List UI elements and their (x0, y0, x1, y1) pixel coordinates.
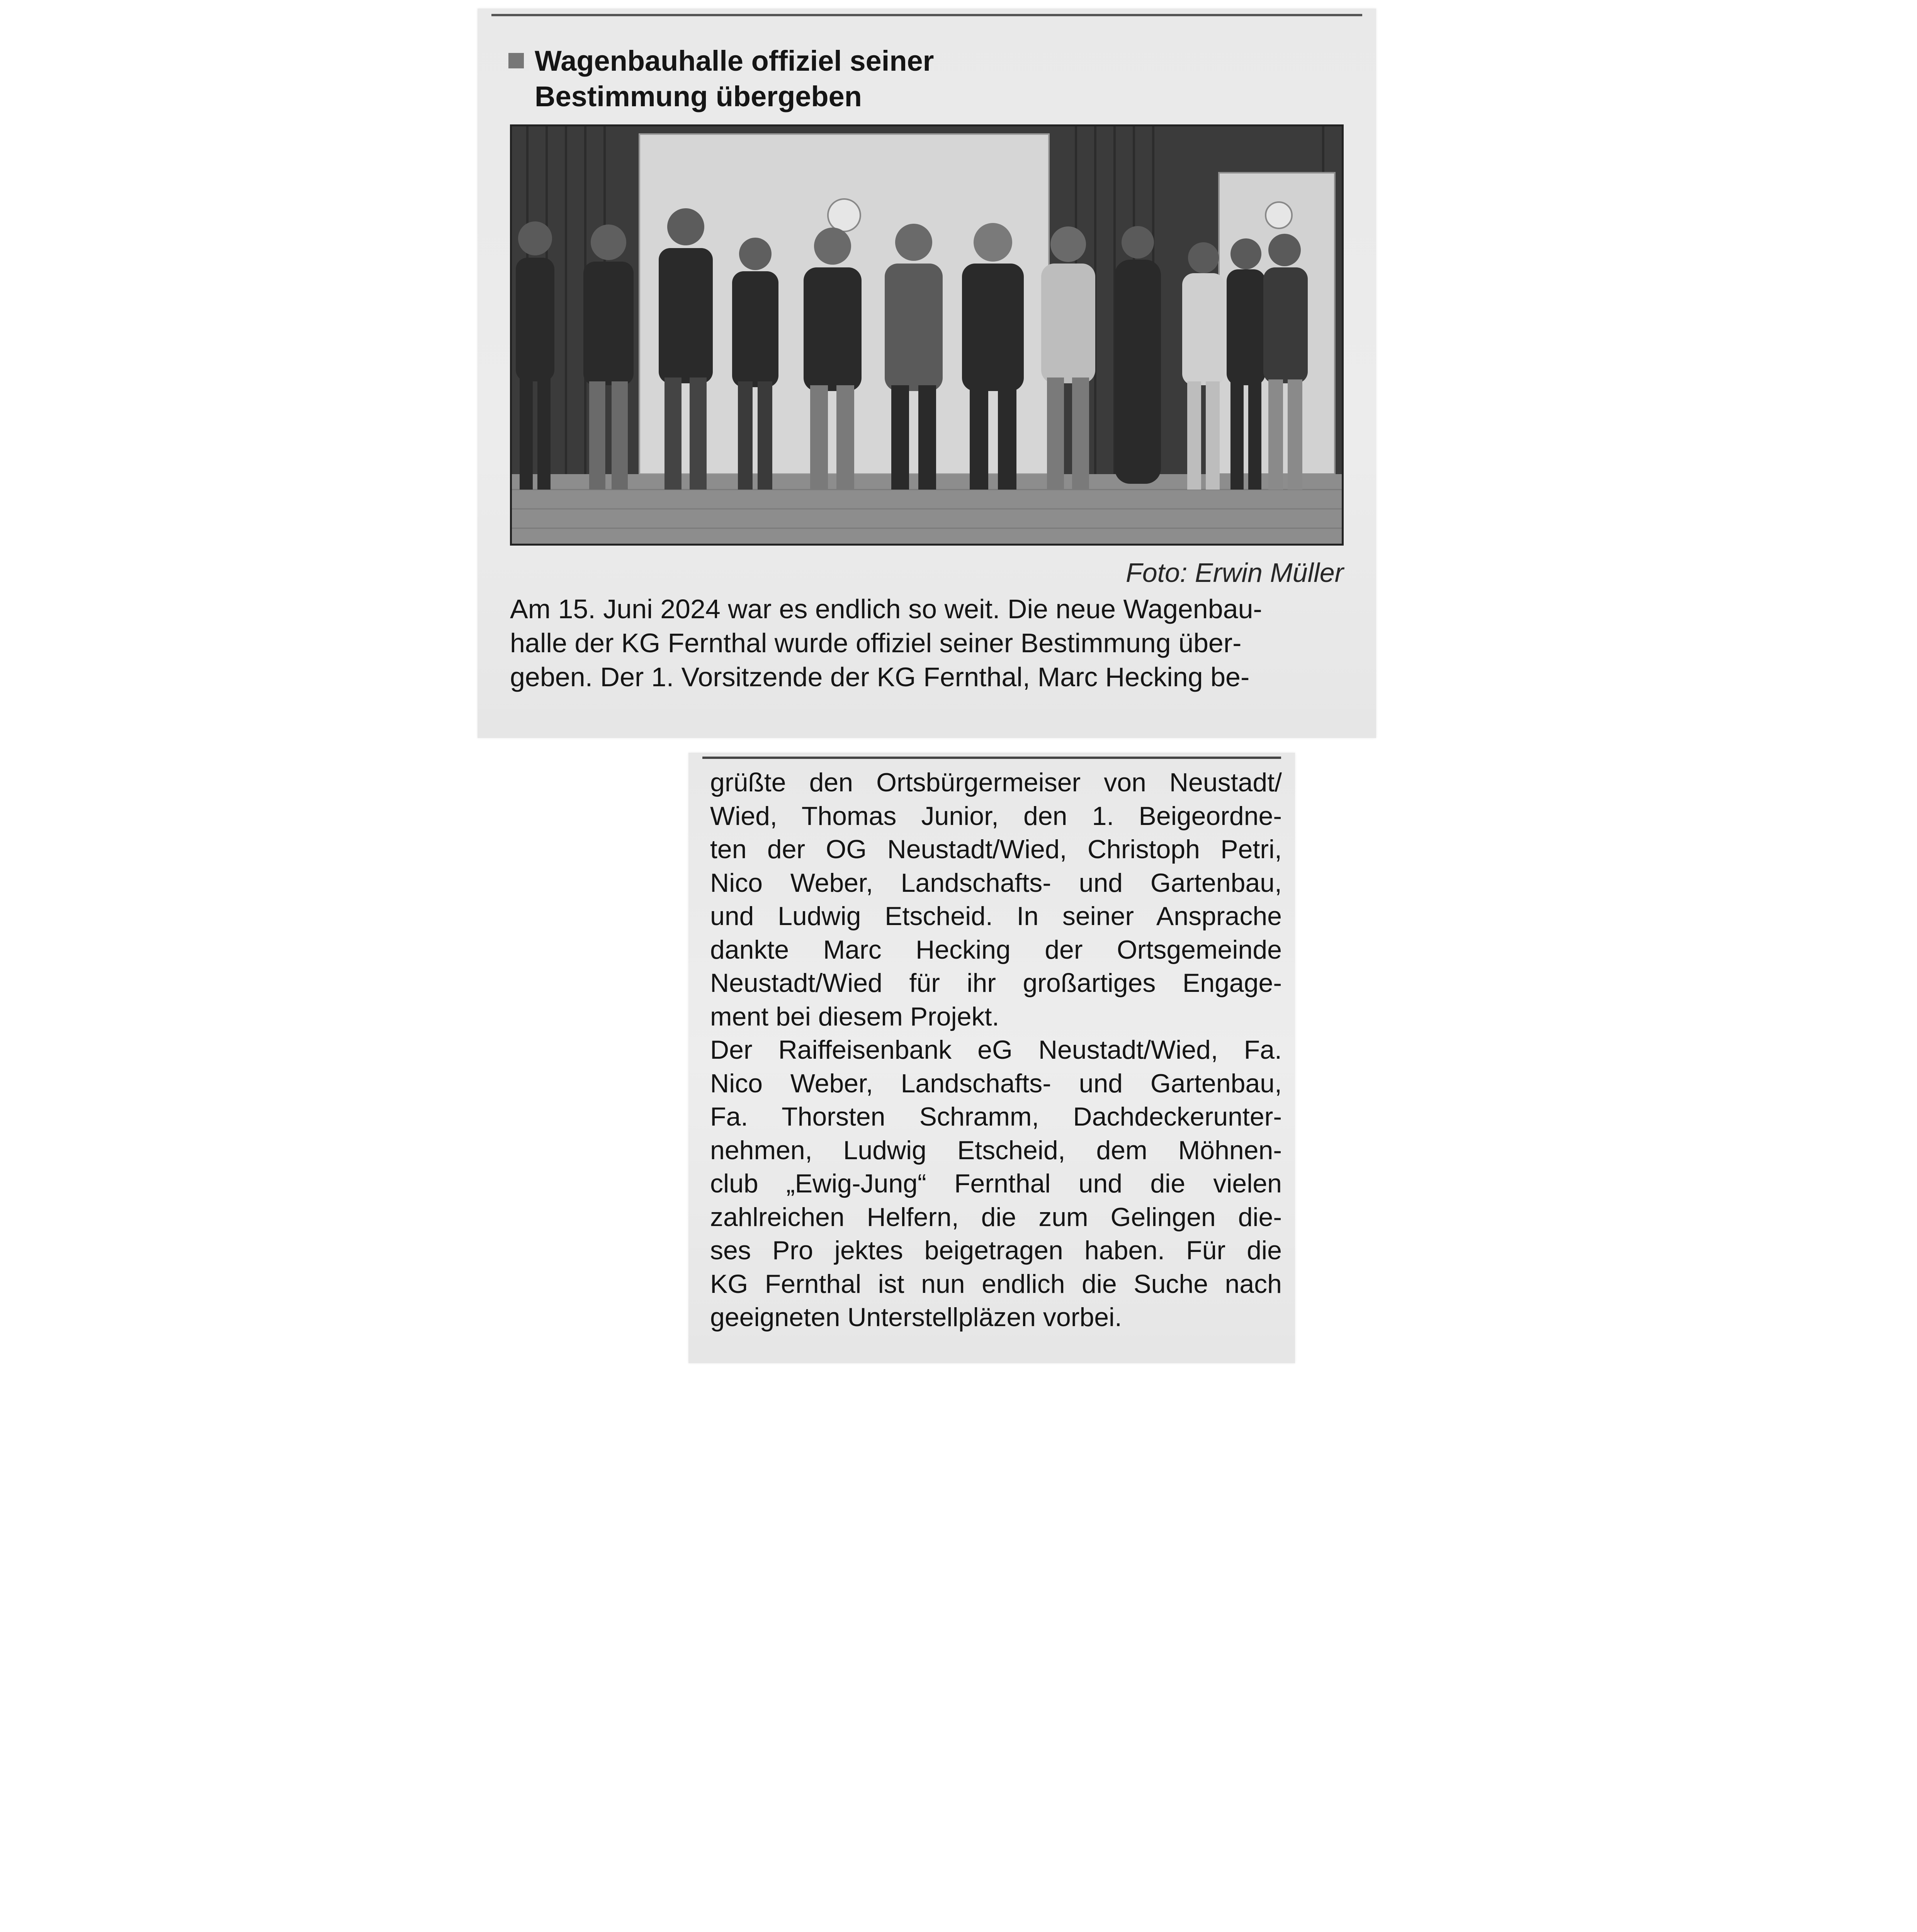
headline-line-2: Bestimmung übergeben (535, 80, 862, 112)
article-clipping-continuation (688, 753, 1295, 1363)
body-line: dankte Marc Hecking der Ortsgemeinde (710, 935, 1282, 964)
body-line: Wied, Thomas Junior, den 1. Beigeordne- (710, 801, 1282, 831)
body-line: zahlreichen Helfern, die zum Gelingen die- (710, 1202, 1282, 1232)
photo-credit: Foto: Erwin Müller (1125, 558, 1344, 588)
body-line: Neustadt/Wied für ihr großartiges Engage- (710, 968, 1282, 998)
article-clipping-top (478, 9, 1376, 738)
body-line: ten der OG Neustadt/Wied, Christoph Petri, (710, 835, 1282, 864)
lead-line: geben. Der 1. Vorsitzende der KG Fernthal, Marc Hecking be- (510, 662, 1250, 692)
lead-line: Am 15. Juni 2024 war es endlich so weit. Die neue Wagenbau- (510, 594, 1262, 624)
body-line: club „Ewig-Jung“ Fernthal und die vielen (710, 1169, 1282, 1198)
body-line: KG Fernthal ist nun endlich die Suche nach (710, 1269, 1282, 1299)
body-line: Der Raiffeisenbank eG Neustadt/Wied, Fa. (710, 1035, 1282, 1065)
article-headline (508, 43, 1320, 114)
body-line: nehmen, Ludwig Etscheid, dem Möhnen- (710, 1135, 1282, 1165)
lead-line: halle der KG Fernthal wurde offiziel seiner Bestimmung über- (510, 628, 1242, 658)
body-line: ses Pro jektes beigetragen haben. Für die (710, 1236, 1282, 1265)
body-line: grüßte den Ortsbürgermeiser von Neustadt/ (710, 768, 1282, 797)
body-line: Fa. Thorsten Schramm, Dachdeckerunter- (710, 1102, 1282, 1131)
body-line: und Ludwig Etscheid. In seiner Ansprache (710, 901, 1282, 931)
body-line: ment bei diesem Projekt. (710, 1002, 999, 1031)
top-rule (491, 14, 1362, 16)
square-bullet-icon (508, 53, 524, 68)
body-line: Nico Weber, Landschafts- und Gartenbau, (710, 1068, 1282, 1098)
body-line: Nico Weber, Landschafts- und Gartenbau, (710, 868, 1282, 898)
article-body (710, 766, 1282, 1334)
article-lead (510, 592, 1344, 694)
group-photo (510, 124, 1344, 546)
body-line: geeigneten Unterstellpläzen vorbei. (710, 1303, 1122, 1332)
top-rule (702, 757, 1281, 759)
headline-line-1: Wagenbauhalle offiziel seiner (535, 45, 934, 77)
